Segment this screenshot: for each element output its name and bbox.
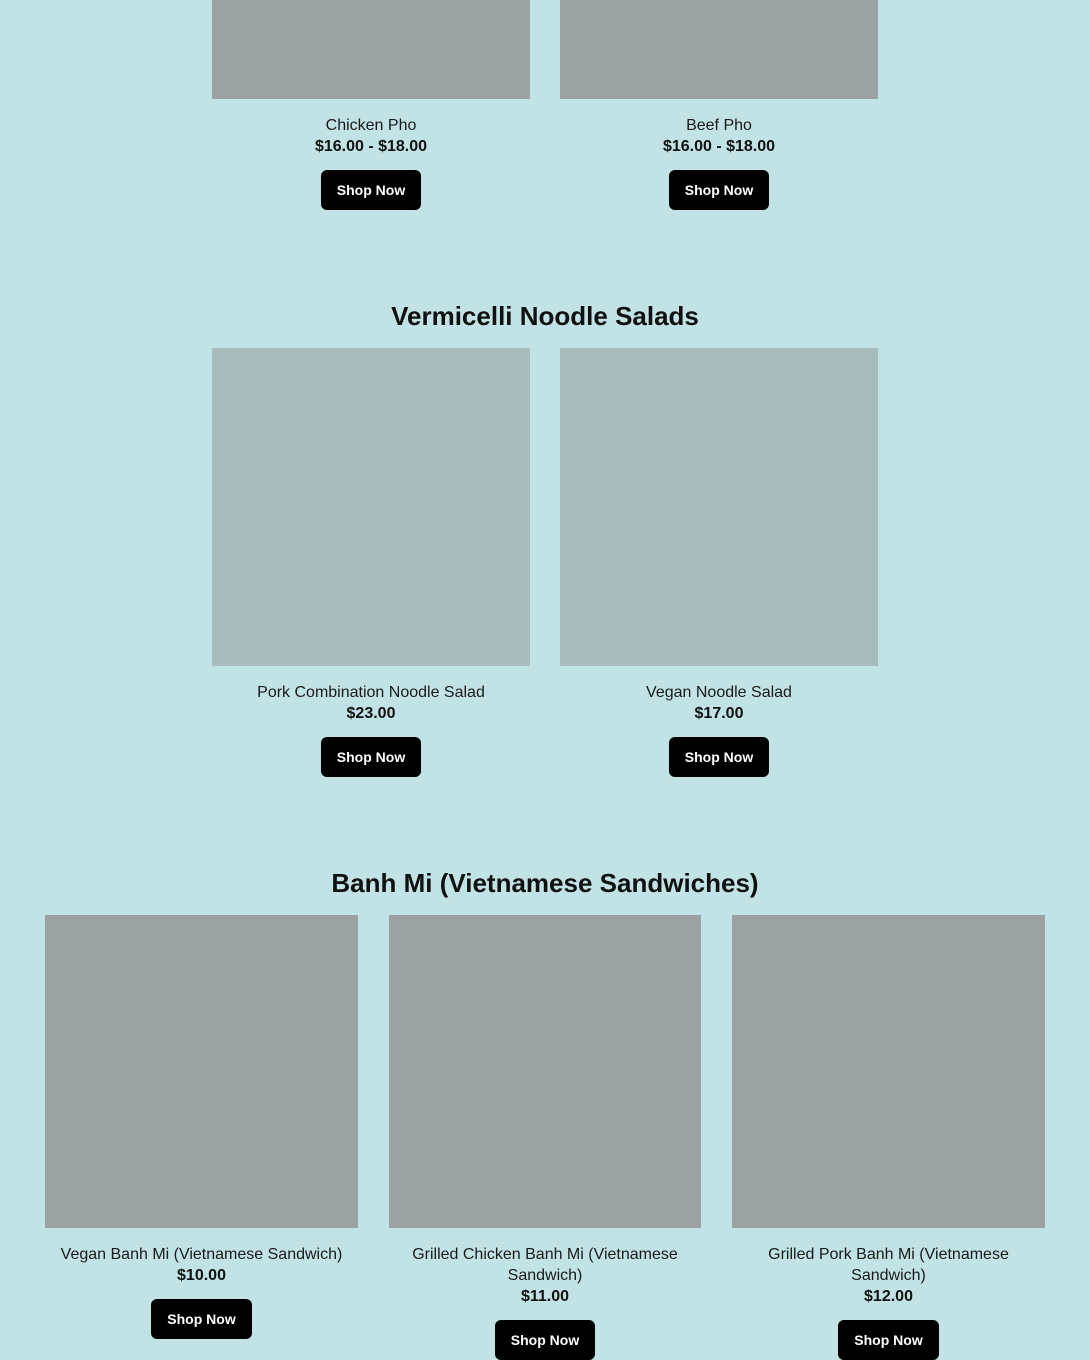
shop-now-button[interactable]: Shop Now [838, 1320, 938, 1360]
product-image[interactable] [212, 348, 530, 666]
shop-now-button[interactable]: Shop Now [321, 170, 421, 210]
product-price: $12.00 [864, 1288, 913, 1305]
product-name[interactable]: Beef Pho [686, 117, 752, 134]
section-title-banh-mi: Banh Mi (Vietnamese Sandwiches) [331, 868, 759, 898]
product-name[interactable]: Grilled Chicken Banh Mi (Vietnamese Sandwich) [412, 1246, 678, 1284]
product-price: $16.00 - $18.00 [662, 138, 776, 155]
product-price: $11.00 [520, 1288, 570, 1305]
product-price: $23.00 [346, 705, 396, 722]
product-image[interactable] [389, 915, 701, 1228]
product-card-vegan-banh-mi[interactable] [45, 915, 358, 1339]
product-image[interactable] [732, 915, 1045, 1228]
section-title-vermicelli: Vermicelli Noodle Salads [391, 301, 699, 331]
product-price: $17.00 [694, 705, 744, 722]
shop-now-button[interactable]: Shop Now [495, 1320, 595, 1360]
product-price: $10.00 [177, 1267, 226, 1284]
product-name[interactable]: Pork Combination Noodle Salad [257, 684, 485, 701]
shop-now-button[interactable]: Shop Now [151, 1299, 251, 1339]
product-card-vegan-noodle-salad[interactable] [560, 348, 878, 777]
shop-now-button[interactable]: Shop Now [321, 737, 421, 777]
product-price: $16.00 - $18.00 [314, 138, 428, 155]
product-name[interactable]: Grilled Pork Banh Mi (Vietnamese Sandwich) [768, 1246, 1009, 1284]
product-image[interactable] [560, 348, 878, 666]
product-card-beef-pho[interactable] [560, 0, 878, 210]
product-name[interactable]: Vegan Banh Mi (Vietnamese Sandwich) [60, 1246, 343, 1263]
product-card-grilled-chicken-banh-mi[interactable] [389, 915, 701, 1360]
product-card-pork-combination-noodle-salad[interactable] [212, 348, 530, 777]
product-name[interactable]: Vegan Noodle Salad [646, 684, 792, 701]
product-image[interactable] [560, 0, 878, 99]
product-name[interactable]: Chicken Pho [325, 117, 417, 134]
product-card-chicken-pho[interactable] [212, 0, 530, 210]
shop-now-button[interactable]: Shop Now [669, 170, 769, 210]
product-card-grilled-pork-banh-mi[interactable] [732, 915, 1045, 1360]
product-image[interactable] [212, 0, 530, 99]
product-image[interactable] [45, 915, 358, 1228]
shop-now-button[interactable]: Shop Now [669, 737, 769, 777]
